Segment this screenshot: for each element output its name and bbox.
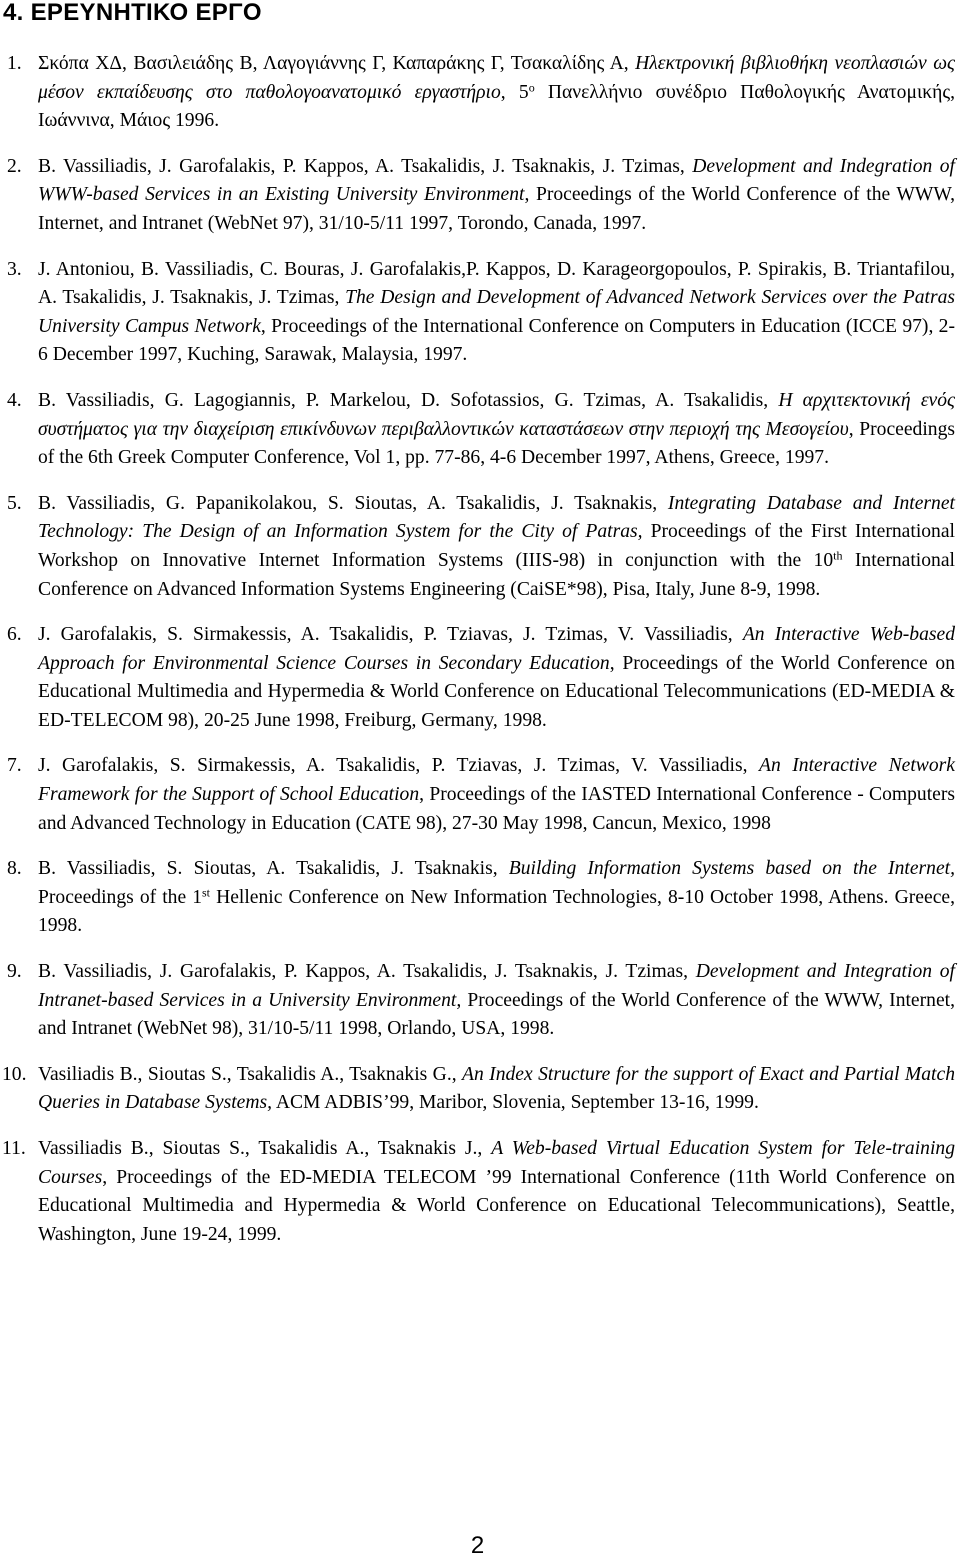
publication-number: 10. xyxy=(2,1063,27,1085)
publication-venue-rest: Hellenic Conference on New Information Technologies, 8-10 October 1998, Athens. Greece, 1998. xyxy=(38,886,955,937)
publication-item xyxy=(0,958,955,1044)
publication-venue: , Proceedings of the World Conference on Educational Multimedia and Hypermedia & World Conference on Educational Telecommunications (ED-MEDIA & ED-TELECOM 98), 20-25 June 1998, Freiburg, Germany, 1998. xyxy=(38,652,955,731)
publication-title: Development and Indegration of WWW-based Services in an Existing University Environment xyxy=(38,155,955,206)
publication-authors: B. Vassiliadis, G. Papanikolakou, S. Sioutas, A. Tsakalidis, J. Tsaknakis, xyxy=(38,492,668,514)
publication-authors: B. Vassiliadis, G. Lagogiannis, P. Markelou, D. Sofotassios, G. Tzimas, A. Tsakalidis, xyxy=(38,389,779,411)
publication-number: 5. xyxy=(7,492,22,514)
publication-venue: , 5 xyxy=(500,81,529,103)
publication-venue: , Proceedings of the 6th Greek Computer Conference, Vol 1, pp. 77-86, 4-6 December 1997, Athens, Greece, 1997. xyxy=(38,418,955,469)
publication-venue-superscript: st xyxy=(202,885,211,900)
publication-title: A Web-based Virtual Education System for Tele-training Courses xyxy=(38,1138,955,1188)
publication-title: Building Information Systems based on the Internet, xyxy=(508,858,955,880)
publication-authors: B. Vassiliadis, J. Garofalakis, P. Kappos, A. Tsakalidis, J. Tsaknakis, J. Tzimas, xyxy=(38,155,693,177)
publication-item xyxy=(0,855,955,941)
publication-venue: , Proceedings of the IASTED International Conference - Computers and Advanced Technology in Education (CATE 98), 27-30 May 1998, Cancun, Mexico, 1998 xyxy=(38,784,956,834)
publication-title: An Index Structure for the support of Exact and Partial Match Queries in Database Systems, xyxy=(38,1063,955,1114)
publication-title: An Interactive Network Framework for the Support of School Education xyxy=(38,755,955,806)
publication-number: 2. xyxy=(7,155,22,177)
publication-title: The Design and Development of Advanced Network Services over the Patras University Campus Network xyxy=(38,287,955,337)
publication-number: 11. xyxy=(2,1138,26,1159)
publication-authors: J. Garofalakis, S. Sirmakessis, A. Tsakalidis, P. Tziavas, J. Tzimas, V. Vassiliadis, xyxy=(38,624,743,646)
publication-authors: J. Garofalakis, S. Sirmakessis, A. Tsakalidis, P. Tziavas, J. Tzimas, V. Vassiliadis, xyxy=(38,755,759,777)
publication-authors: J. Antoniou, B. Vassiliadis, C. Bouras, J. Garofalakis,P. Kappos, D. Karageorgopoulos, P. Spirakis, B. Triantafilou, A. Tsakalidis, J. Tsaknakis, J. Tzimas, xyxy=(38,258,955,309)
publication-authors: Σκόπα ΧΔ, Βασιλειάδης Β, Λαγογιάννης Γ, Καπαράκης Γ, Τσακαλίδης Α, xyxy=(38,53,636,74)
publication-number: 3. xyxy=(7,258,22,280)
publication-title: Η αρχιτεκτονική ενός συστήματος για την διαχείριση επικίνδυνων περιβαλλοντικών καταστάσεων στην περιοχή της Μεσογείου xyxy=(38,389,955,440)
publication-list xyxy=(0,50,955,1266)
publication-venue: ACM ADBIS’99, Maribor, Slovenia, September 13-16, 1999. xyxy=(272,1092,759,1114)
publication-authors: B. Vassiliadis, J. Garofalakis, P. Kappos, A. Tsakalidis, J. Tsaknakis, J. Tzimas, xyxy=(38,961,696,983)
publication-item xyxy=(0,490,955,604)
publication-title: Development and Integration of Intranet-based Services in a University Environment, xyxy=(38,961,955,1011)
publication-number: 8. xyxy=(7,858,22,880)
publication-authors: Vasiliadis B., Sioutas S., Tsakalidis A., Tsaknakis G., xyxy=(38,1063,463,1085)
publication-item xyxy=(0,752,955,838)
publication-venue-superscript: th xyxy=(833,548,843,563)
publication-item xyxy=(0,387,955,473)
publication-title: Integrating Database and Internet Technology: The Design of an Information System for the City of Patras, xyxy=(38,492,955,543)
publication-item xyxy=(0,153,955,239)
section-heading: 4. ΕΡΕΥΝΗΤΙΚΟ ΕΡΓΟ xyxy=(3,0,262,26)
publication-venue: , Proceedings of the International Conference on Computers in Education (ICCE 97), 2-6 December 1997, Kuching, Sarawak, Malaysia, 1997. xyxy=(38,315,955,366)
publication-number: 4. xyxy=(7,389,22,411)
publication-title: An Interactive Web-based Approach for Environmental Science Courses in Secondary Education xyxy=(38,624,956,674)
publication-venue: , Proceedings of the ED-MEDIA TELECOM ’99 International Conference (11th World Conference on Educational Multimedia and Hypermedia & World Conference on Educational Telecommunications), Seattle, Washington, June 19-24, 1999. xyxy=(38,1166,955,1245)
publication-item xyxy=(0,621,955,735)
publication-title: Ηλεκτρονική βιβλιοθήκη νεοπλασιών ως μέσον εκπαίδευσης στο παθολογοανατομικό εργαστήριο xyxy=(38,53,956,103)
publication-item xyxy=(0,1061,955,1118)
page-number: 2 xyxy=(470,1532,485,1559)
publication-item xyxy=(0,256,955,370)
publication-venue-superscript: ο xyxy=(528,80,535,94)
publication-number: 7. xyxy=(7,755,22,777)
publication-item xyxy=(0,1135,955,1249)
publication-venue-rest: Πανελλήνιο συνέδριο Παθολογικής Ανατομικής, Ιωάννινα, Μάιος 1996. xyxy=(38,81,956,132)
publication-number: 1. xyxy=(7,53,22,74)
publication-venue: , Proceedings of the World Conference of the WWW, Internet, and Intranet (WebNet 97), 31/10-5/11 1997, Torondo, Canada, 1997. xyxy=(38,184,956,234)
publication-item xyxy=(0,50,955,136)
publication-number: 9. xyxy=(7,961,22,983)
publication-authors: Vassiliadis B., Sioutas S., Tsakalidis A., Tsaknakis J., xyxy=(38,1138,492,1159)
publication-number: 6. xyxy=(7,624,22,646)
publication-venue: Proceedings of the 1 xyxy=(38,886,202,908)
publication-venue-rest: International Conference on Advanced Information Systems Engineering (CaiSE*98), Pisa, Italy, June 8-9, 1998. xyxy=(38,549,955,600)
publication-venue: Proceedings of the World Conference of the WWW, Internet, and Intranet (WebNet 98), 31/10-5/11 1998, Orlando, USA, 1998. xyxy=(38,989,955,1040)
publication-venue: Proceedings of the First International Workshop on Innovative Internet Information Systems (IIIS-98) in conjunction with the 10 xyxy=(38,521,955,571)
publication-authors: B. Vassiliadis, S. Sioutas, A. Tsakalidis, J. Tsaknakis, xyxy=(38,858,509,880)
